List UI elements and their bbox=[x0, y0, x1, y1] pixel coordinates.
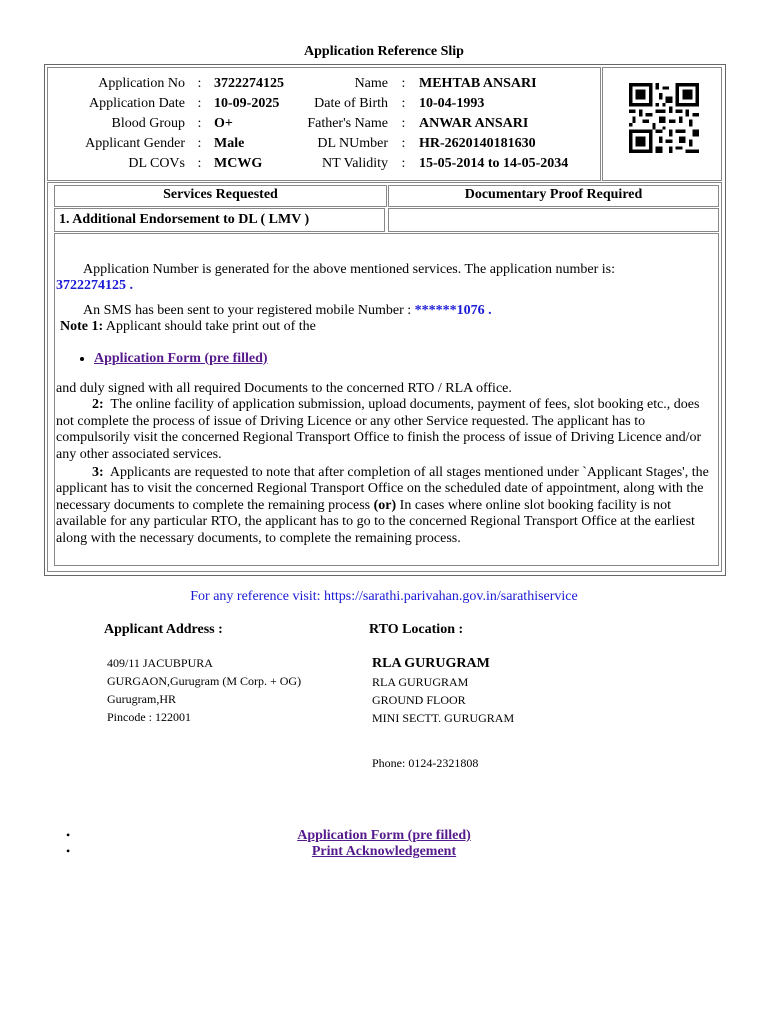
address-line: Gurugram,HR bbox=[107, 692, 176, 706]
colon: : bbox=[197, 156, 202, 171]
note-3 bbox=[56, 465, 716, 547]
note-1-label: Note 1: bbox=[60, 319, 104, 335]
notes-text bbox=[56, 262, 716, 547]
app-number-paragraph bbox=[56, 262, 716, 295]
documentary-proof-header: Documentary Proof Required bbox=[388, 185, 719, 207]
note-3-or: (or) bbox=[373, 497, 397, 513]
nt-validity-label: NT Validity bbox=[322, 156, 388, 171]
after-link-text: and duly signed with all required Documents to the concerned RTO / RLA office. bbox=[56, 381, 512, 397]
address-line: 409/11 JACUBPURA bbox=[107, 656, 213, 670]
dl-number-row bbox=[288, 136, 536, 152]
gender-label: Applicant Gender bbox=[85, 136, 185, 151]
dl-covs-label: DL COVs bbox=[128, 156, 185, 171]
qr-code-icon bbox=[629, 83, 699, 153]
application-form-link[interactable]: Application Form (pre filled) bbox=[94, 350, 268, 366]
note-1 bbox=[56, 319, 716, 335]
address-line: Pincode : 122001 bbox=[107, 710, 191, 724]
name-row bbox=[288, 76, 537, 92]
colon: : bbox=[197, 116, 202, 131]
bullet-icon: • bbox=[66, 844, 71, 858]
gender-row bbox=[48, 136, 244, 152]
qr-code-box bbox=[602, 67, 722, 181]
dl-covs-value: MCWG bbox=[214, 156, 263, 171]
note-3-text-a: Applicants are requested to note that after completion of all stages mentioned under `Applicant Stages', the applicant has to visit the concerned Regional Transport Office on the scheduled date of appointment, along with the necessary documents to complete the remaining process bbox=[56, 465, 709, 513]
note-1-text: Applicant should take print out of the bbox=[105, 319, 316, 335]
dob-label: Date of Birth bbox=[314, 96, 388, 111]
print-acknowledgement-link[interactable]: Print Acknowledgement bbox=[311, 844, 457, 859]
slip-container bbox=[44, 64, 726, 576]
colon: : bbox=[401, 96, 406, 111]
colon: : bbox=[197, 136, 202, 151]
note-1-list-item bbox=[94, 351, 716, 367]
bullet-icon: • bbox=[66, 828, 71, 842]
services-requested-header: Services Requested bbox=[54, 185, 387, 207]
application-date-label: Application Date bbox=[88, 96, 185, 111]
dob-row bbox=[288, 96, 484, 112]
blood-group-label: Blood Group bbox=[111, 116, 185, 131]
gender-value: Male bbox=[214, 136, 245, 151]
colon: : bbox=[401, 136, 406, 151]
services-section bbox=[47, 182, 722, 572]
page-title: Application Reference Slip bbox=[304, 44, 464, 59]
note-2-text: The online facility of application submission, upload documents, payment of fees, slot booking etc., does not complete the process of issue of Driving Licence or any other Service requested. The applicant has to compulsorily visit the concerned Regional Transport Office to finish the process of issue of Driving Licence and/or any other associated services. bbox=[56, 397, 702, 462]
dl-covs-row bbox=[48, 156, 262, 172]
colon: : bbox=[197, 96, 202, 111]
mobile-number: ******1076 . bbox=[414, 302, 492, 318]
rto-phone: Phone: 0124-2321808 bbox=[372, 756, 479, 770]
father-name-row bbox=[288, 116, 528, 132]
sms-text: An SMS has been sent to your registered mobile Number : bbox=[83, 302, 412, 318]
application-no-row bbox=[48, 76, 284, 92]
reference-link[interactable]: For any reference visit: https://sarathi.parivahan.gov.in/sarathiservice bbox=[190, 589, 578, 604]
service-row-1-proof bbox=[388, 208, 719, 232]
app-number-value: 3722274125 . bbox=[56, 278, 133, 294]
application-no-label: Application No bbox=[98, 76, 185, 91]
note-3-text-b: In cases where online slot booking facility is not available for any particular RTO, the applicant has to go to the concerned Regional Transport Office at the earliest along with the necessary documents, to complete the remaining process. bbox=[56, 497, 695, 546]
nt-validity-value: 15-05-2014 to 14-05-2034 bbox=[419, 156, 569, 171]
note-1-list bbox=[56, 351, 716, 367]
colon: : bbox=[401, 156, 406, 171]
name-label: Name bbox=[354, 76, 388, 91]
dl-number-value: HR-2620140181630 bbox=[419, 136, 536, 151]
note-2-label: 2: bbox=[92, 397, 104, 413]
app-number-intro: Application Number is generated for the above mentioned services. The application number is: bbox=[83, 262, 615, 277]
blood-group-value: O+ bbox=[214, 116, 233, 131]
applicant-address-title: Applicant Address : bbox=[104, 622, 223, 637]
service-row-1: 1. Additional Endorsement to DL ( LMV ) bbox=[54, 208, 385, 232]
rto-line: RLA GURUGRAM bbox=[372, 675, 469, 689]
dl-number-label: DL NUmber bbox=[317, 136, 388, 151]
blood-group-row bbox=[48, 116, 233, 132]
colon: : bbox=[401, 116, 406, 131]
rto-line: GROUND FLOOR bbox=[372, 693, 466, 707]
colon: : bbox=[197, 76, 202, 91]
nt-validity-row bbox=[288, 156, 568, 172]
rto-line: MINI SECTT. GURUGRAM bbox=[372, 711, 515, 725]
note-2 bbox=[56, 397, 716, 463]
rto-name: RLA GURUGRAM bbox=[372, 656, 490, 671]
note-3-label: 3: bbox=[92, 465, 104, 481]
rto-location-title: RTO Location : bbox=[369, 622, 464, 637]
father-name-value: ANWAR ANSARI bbox=[419, 116, 529, 131]
bottom-application-form-link[interactable]: Application Form (pre filled) bbox=[297, 828, 471, 843]
bottom-link-item bbox=[0, 844, 768, 860]
bottom-link-item bbox=[0, 828, 768, 844]
applicant-address bbox=[107, 654, 301, 726]
dob-value: 10-04-1993 bbox=[419, 96, 485, 111]
sms-paragraph bbox=[56, 303, 716, 319]
colon: : bbox=[401, 76, 406, 91]
application-date-value: 10-09-2025 bbox=[214, 96, 280, 111]
rto-location bbox=[372, 655, 514, 772]
application-date-row bbox=[48, 96, 279, 112]
bottom-links bbox=[0, 828, 768, 860]
application-no-value: 3722274125 bbox=[214, 76, 284, 91]
name-value: MEHTAB ANSARI bbox=[419, 76, 537, 91]
applicant-info-box bbox=[47, 67, 601, 181]
father-name-label: Father's Name bbox=[307, 116, 388, 131]
address-line: GURGAON,Gurugram (M Corp. + OG) bbox=[107, 674, 302, 688]
